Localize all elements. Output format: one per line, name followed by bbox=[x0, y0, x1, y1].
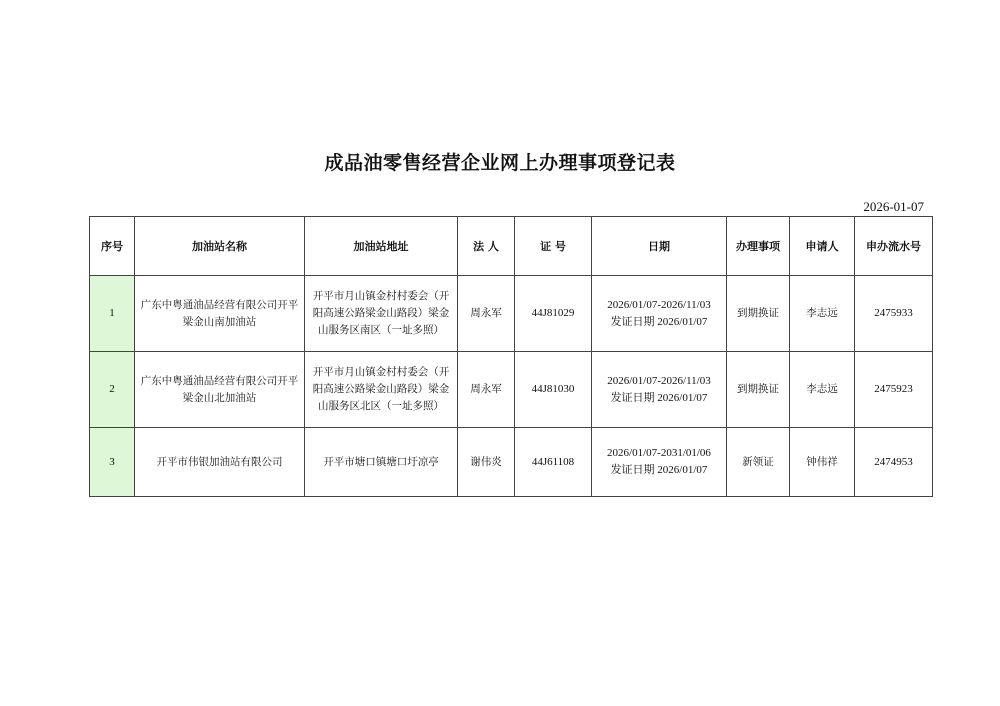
cell-date bbox=[592, 428, 727, 497]
cell-legal-person: 谢伟炎 bbox=[458, 428, 515, 497]
document-date: 2026-01-07 bbox=[863, 199, 924, 214]
header-serial-no: 申办流水号 bbox=[855, 217, 933, 276]
cell-station-name: 广东中粤通油品经营有限公司开平梁金山北加油站 bbox=[135, 352, 305, 428]
cell-item: 新领证 bbox=[727, 428, 790, 497]
cell-issue-date: 发证日期 2026/01/07 bbox=[610, 315, 708, 328]
header-station-address: 加油站地址 bbox=[305, 217, 458, 276]
cell-legal-person: 周永军 bbox=[458, 352, 515, 428]
table-row bbox=[90, 352, 933, 428]
cell-date-range: 2026/01/07-2031/01/06 bbox=[607, 447, 711, 459]
header-applicant: 申请人 bbox=[790, 217, 855, 276]
cell-station-address: 开平市塘口镇塘口圩凉亭 bbox=[305, 428, 458, 497]
cell-issue-date: 发证日期 2026/01/07 bbox=[610, 464, 708, 476]
table-row bbox=[90, 428, 933, 497]
table-header-row bbox=[90, 217, 933, 276]
register-table bbox=[89, 216, 933, 497]
cell-serial-no: 2475923 bbox=[855, 352, 933, 428]
cell-license-no: 44J81029 bbox=[515, 276, 592, 352]
cell-license-no: 44J81030 bbox=[515, 352, 592, 428]
header-date: 日期 bbox=[592, 217, 727, 276]
table-row bbox=[90, 276, 933, 352]
cell-applicant: 钟伟祥 bbox=[790, 428, 855, 497]
cell-date-range: 2026/01/07-2026/11/03 bbox=[607, 298, 711, 311]
header-item: 办理事项 bbox=[727, 217, 790, 276]
cell-issue-date: 发证日期 2026/01/07 bbox=[610, 391, 708, 404]
cell-item: 到期换证 bbox=[727, 352, 790, 428]
cell-date bbox=[592, 276, 727, 352]
header-seq: 序号 bbox=[90, 217, 135, 276]
cell-station-name: 开平市伟银加油站有限公司 bbox=[135, 428, 305, 497]
cell-date bbox=[592, 352, 727, 428]
cell-station-address: 开平市月山镇金村村委会（开阳高速公路梁金山路段）梁金山服务区南区（一址多照） bbox=[305, 276, 458, 352]
cell-station-address: 开平市月山镇金村村委会（开阳高速公路梁金山路段）梁金山服务区北区（一址多照） bbox=[305, 352, 458, 428]
cell-seq: 1 bbox=[90, 276, 135, 352]
header-license-no: 证 号 bbox=[515, 217, 592, 276]
cell-date-range: 2026/01/07-2026/11/03 bbox=[607, 374, 711, 387]
document-title: 成品油零售经营企业网上办理事项登记表 bbox=[324, 152, 676, 174]
cell-applicant: 李志远 bbox=[790, 276, 855, 352]
cell-applicant: 李志远 bbox=[790, 352, 855, 428]
cell-serial-no: 2475933 bbox=[855, 276, 933, 352]
header-station-name: 加油站名称 bbox=[135, 217, 305, 276]
cell-seq: 3 bbox=[90, 428, 135, 497]
cell-license-no: 44J61108 bbox=[515, 428, 592, 497]
cell-station-name: 广东中粤通油品经营有限公司开平梁金山南加油站 bbox=[135, 276, 305, 352]
cell-serial-no: 2474953 bbox=[855, 428, 933, 497]
header-legal-person: 法 人 bbox=[458, 217, 515, 276]
cell-seq: 2 bbox=[90, 352, 135, 428]
cell-item: 到期换证 bbox=[727, 276, 790, 352]
cell-legal-person: 周永军 bbox=[458, 276, 515, 352]
